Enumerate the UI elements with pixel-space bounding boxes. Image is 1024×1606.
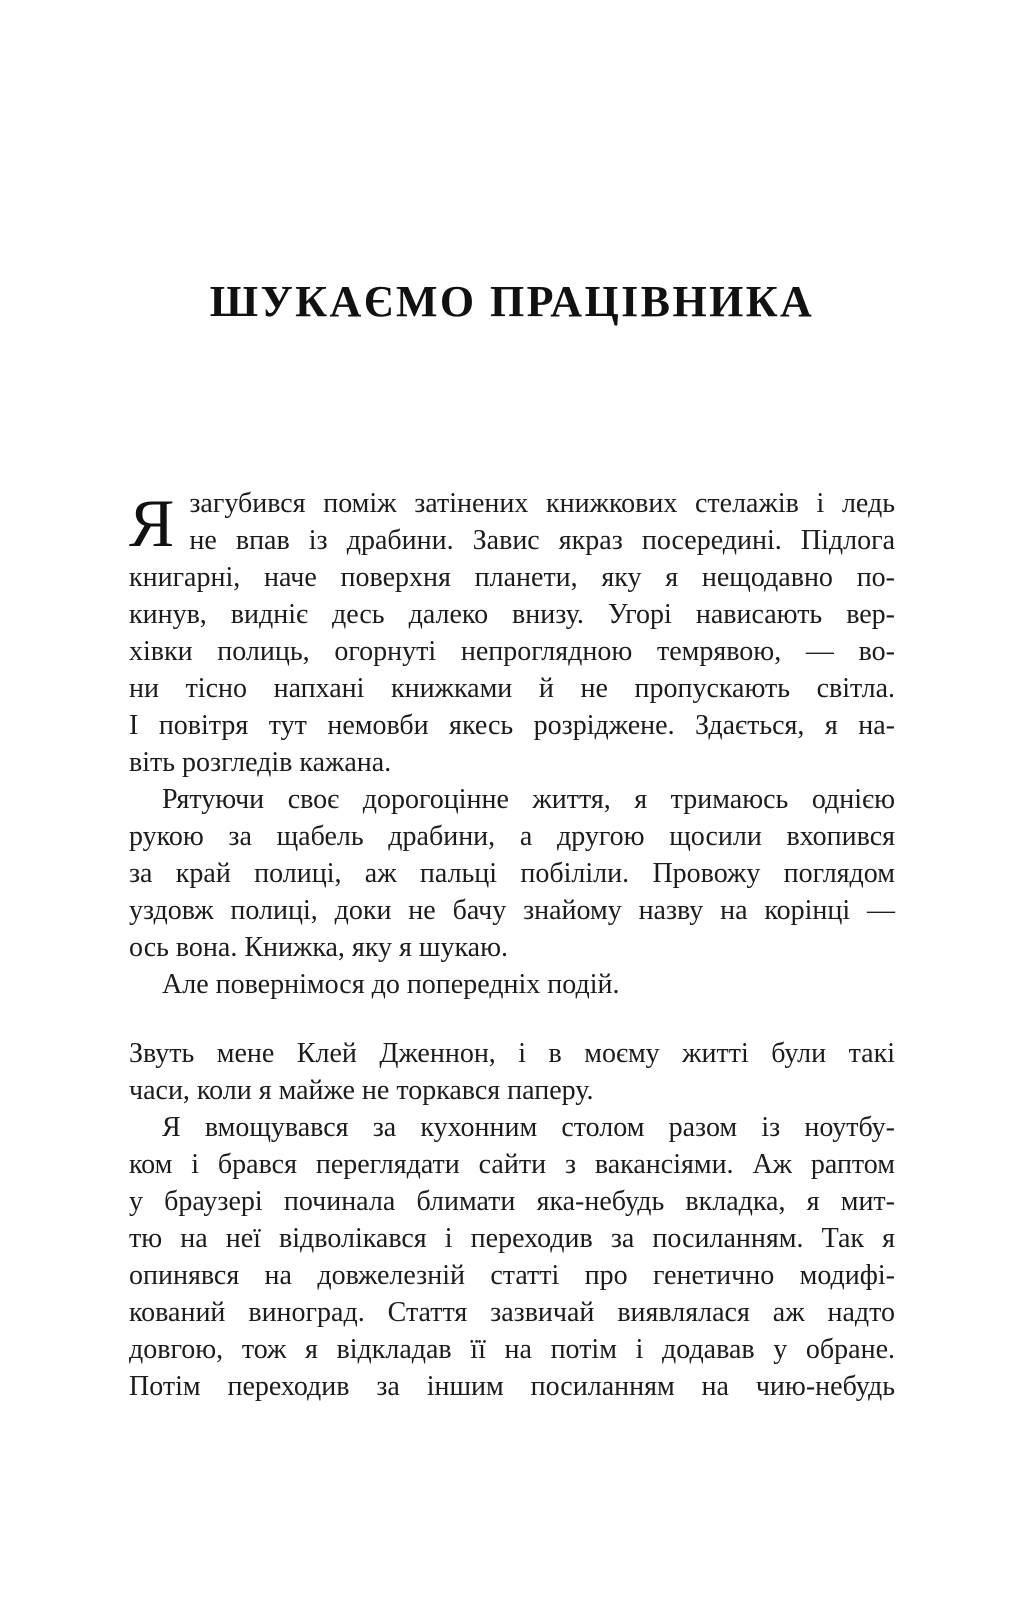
text-line: Я вмощувався за кухонним столом разом із ноутбу- [162,1112,895,1143]
text-line: довгою, тож я відкладав її на потім і додавав у обране. [129,1334,895,1365]
text-line: тю на неї відволікався і переходив за посиланням. Так я [129,1223,895,1254]
text-line: у браузері починала блимати яка-небудь вкладка, я мит- [129,1186,895,1217]
paragraph-2 [129,781,895,966]
paragraph-2-lines [129,781,895,966]
text-line: ком і брався переглядати сайти з вакансіями. Аж раптом [129,1149,895,1180]
paragraph-1-lines [129,485,895,781]
text-line: кинув, видніє десь далеко внизу. Угорі нависають вер- [129,599,895,630]
paragraph-5 [129,1109,895,1405]
text-line: ни тісно напхані книжками й не пропускають світла. [129,673,895,704]
text-line: Звуть мене Клей Дженнон, і в моєму житті були такі [129,1038,895,1069]
text-line: книгарні, наче поверхня планети, яку я нещодавно по- [129,562,895,593]
text-line: Рятуючи своє дорогоцінне життя, я тримаюсь однією [162,784,895,815]
text-line: опинявся на довжелезній статті про генетично модифі- [129,1260,895,1291]
text-line: за край полиці, аж пальці побіліли. Провожу поглядом [129,858,895,889]
paragraph-4 [129,1035,895,1109]
text-line: Але повернімося до попередніх подій. [162,969,620,1000]
paragraph-1 [129,485,895,781]
text-line: уздовж полиці, доки не бачу знайому назву на корінці — [129,895,895,926]
text-line: кований виноград. Стаття зазвичай виявлялася аж надто [129,1297,895,1328]
paragraph-4-lines [129,1035,895,1109]
text-line: І повітря тут немовби якесь розріджене. Здається, я на- [129,710,895,741]
text-line: Потім переходив за іншим посиланням на чию-небудь [129,1371,895,1402]
text-line: віть розгледів кажана. [129,747,392,778]
text-line: не впав із драбини. Завис якраз посередині. Підлога [189,525,895,556]
text-line: рукою за щабель драбини, а другою щосили вхопився [129,821,895,852]
paragraph-5-lines [129,1109,895,1405]
body-text [129,485,895,1405]
chapter-title: ШУКАЄМО ПРАЦІВНИКА [209,277,815,326]
text-line: ось вона. Книжка, яку я шукаю. [129,932,508,963]
paragraph-3 [129,966,895,1003]
text-line: загубився поміж затінених книжкових стелажів і ледь [189,488,895,519]
paragraph-3-lines [129,966,895,1003]
text-line: часи, коли я майже не торкався паперу. [129,1075,594,1106]
drop-cap: Я [129,485,175,561]
text-line: хівки полиць, огорнуті непроглядною темрявою, — во- [129,636,895,667]
